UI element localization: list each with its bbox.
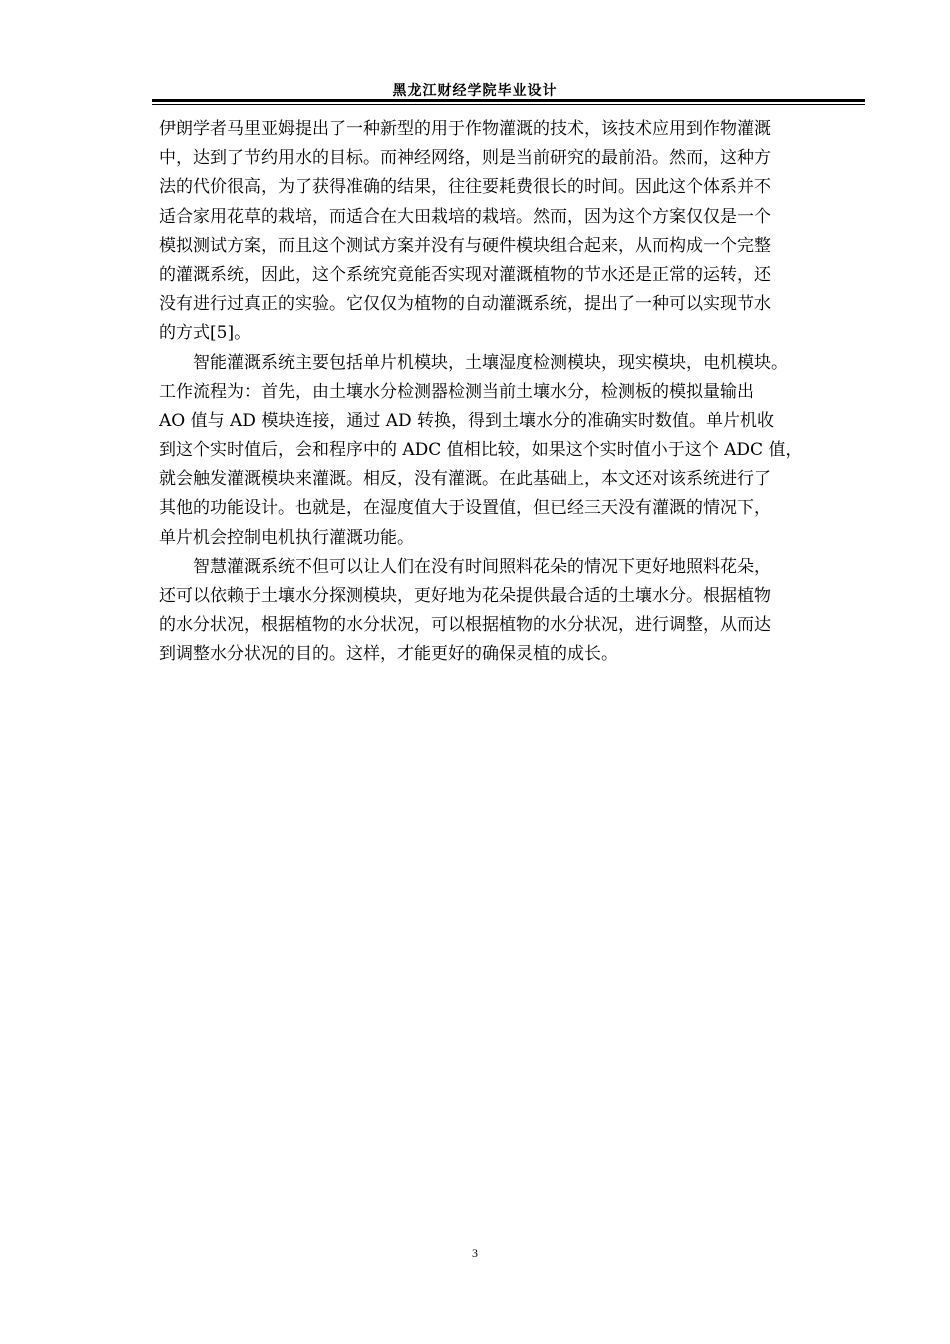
text-line: 还可以依赖于土壤水分探测模块，更好地为花朵提供最合适的土壤水分。根据植物 (159, 586, 771, 606)
text-line: 模拟测试方案，而且这个测试方案并没有与硬件模块组合起来，从而构成一个完整 (159, 235, 771, 256)
text-line: 适合家用花草的栽培，而适合在大田栽培的栽培。然而，因为这个方案仅仅是一个 (159, 206, 771, 227)
text-line: 的方式[5]。 (159, 323, 252, 344)
text-line: 到这个实时值后，会和程序中的 ADC 值相比较，如果这个实时值小于这个 ADC 值， (159, 440, 803, 461)
body-text (159, 115, 862, 670)
text-line: 智能灌溉系统主要包括单片机模块，土壤湿度检测模块，现实模块，电机模块。 (159, 352, 788, 373)
text-line: 没有进行过真正的实验。它仅仅为植物的自动灌溉系统，提出了一种可以实现节水 (159, 294, 771, 315)
text-line: 中，达到了节约用水的目标。而神经网络，则是当前研究的最前沿。然而，这种方 (159, 148, 771, 169)
text-line: 到调整水分状况的目的。这样，才能更好的确保灵植的成长。 (159, 644, 618, 665)
text-line: 伊朗学者马里亚姆提出了一种新型的用于作物灌溉的技术，该技术应用到作物灌溉 (159, 119, 771, 139)
text-line: 就会触发灌溉模块来灌溉。相反，没有灌溉。在此基础上，本文还对该系统进行了 (159, 469, 771, 490)
text-line: 智慧灌溉系统不但可以让人们在没有时间照料花朵的情况下更好地照料花朵， (159, 556, 771, 577)
text-line: 的灌溉系统，因此，这个系统究竟能否实现对灌溉植物的节水还是正常的运转，还 (159, 264, 771, 285)
text-line: 法的代价很高，为了获得准确的结果，往往要耗费很长的时间。因此这个体系并不 (159, 177, 771, 198)
header-rule-thin (152, 104, 865, 105)
text-line: 单片机会控制电机执行灌溉功能。 (159, 527, 414, 548)
text-line: 其他的功能设计。也就是，在湿度值大于设置值，但已经三天没有灌溉的情况下， (159, 498, 771, 519)
header-rule-thick (152, 99, 865, 102)
text-line: 的水分状况，根据植物的水分状况，可以根据植物的水分状况，进行调整，从而达 (159, 615, 771, 636)
text-line: 工作流程为：首先，由土壤水分检测器检测当前土壤水分，检测板的模拟量输出 (159, 381, 754, 402)
page-number: 3 (472, 1246, 478, 1260)
text-line: AO 值与 AD 模块连接，通过 AD 转换，得到土壤水分的准确实时数值。单片机收 (159, 410, 775, 431)
page-header-title: 黑龙江财经学院毕业设计 (392, 83, 558, 99)
